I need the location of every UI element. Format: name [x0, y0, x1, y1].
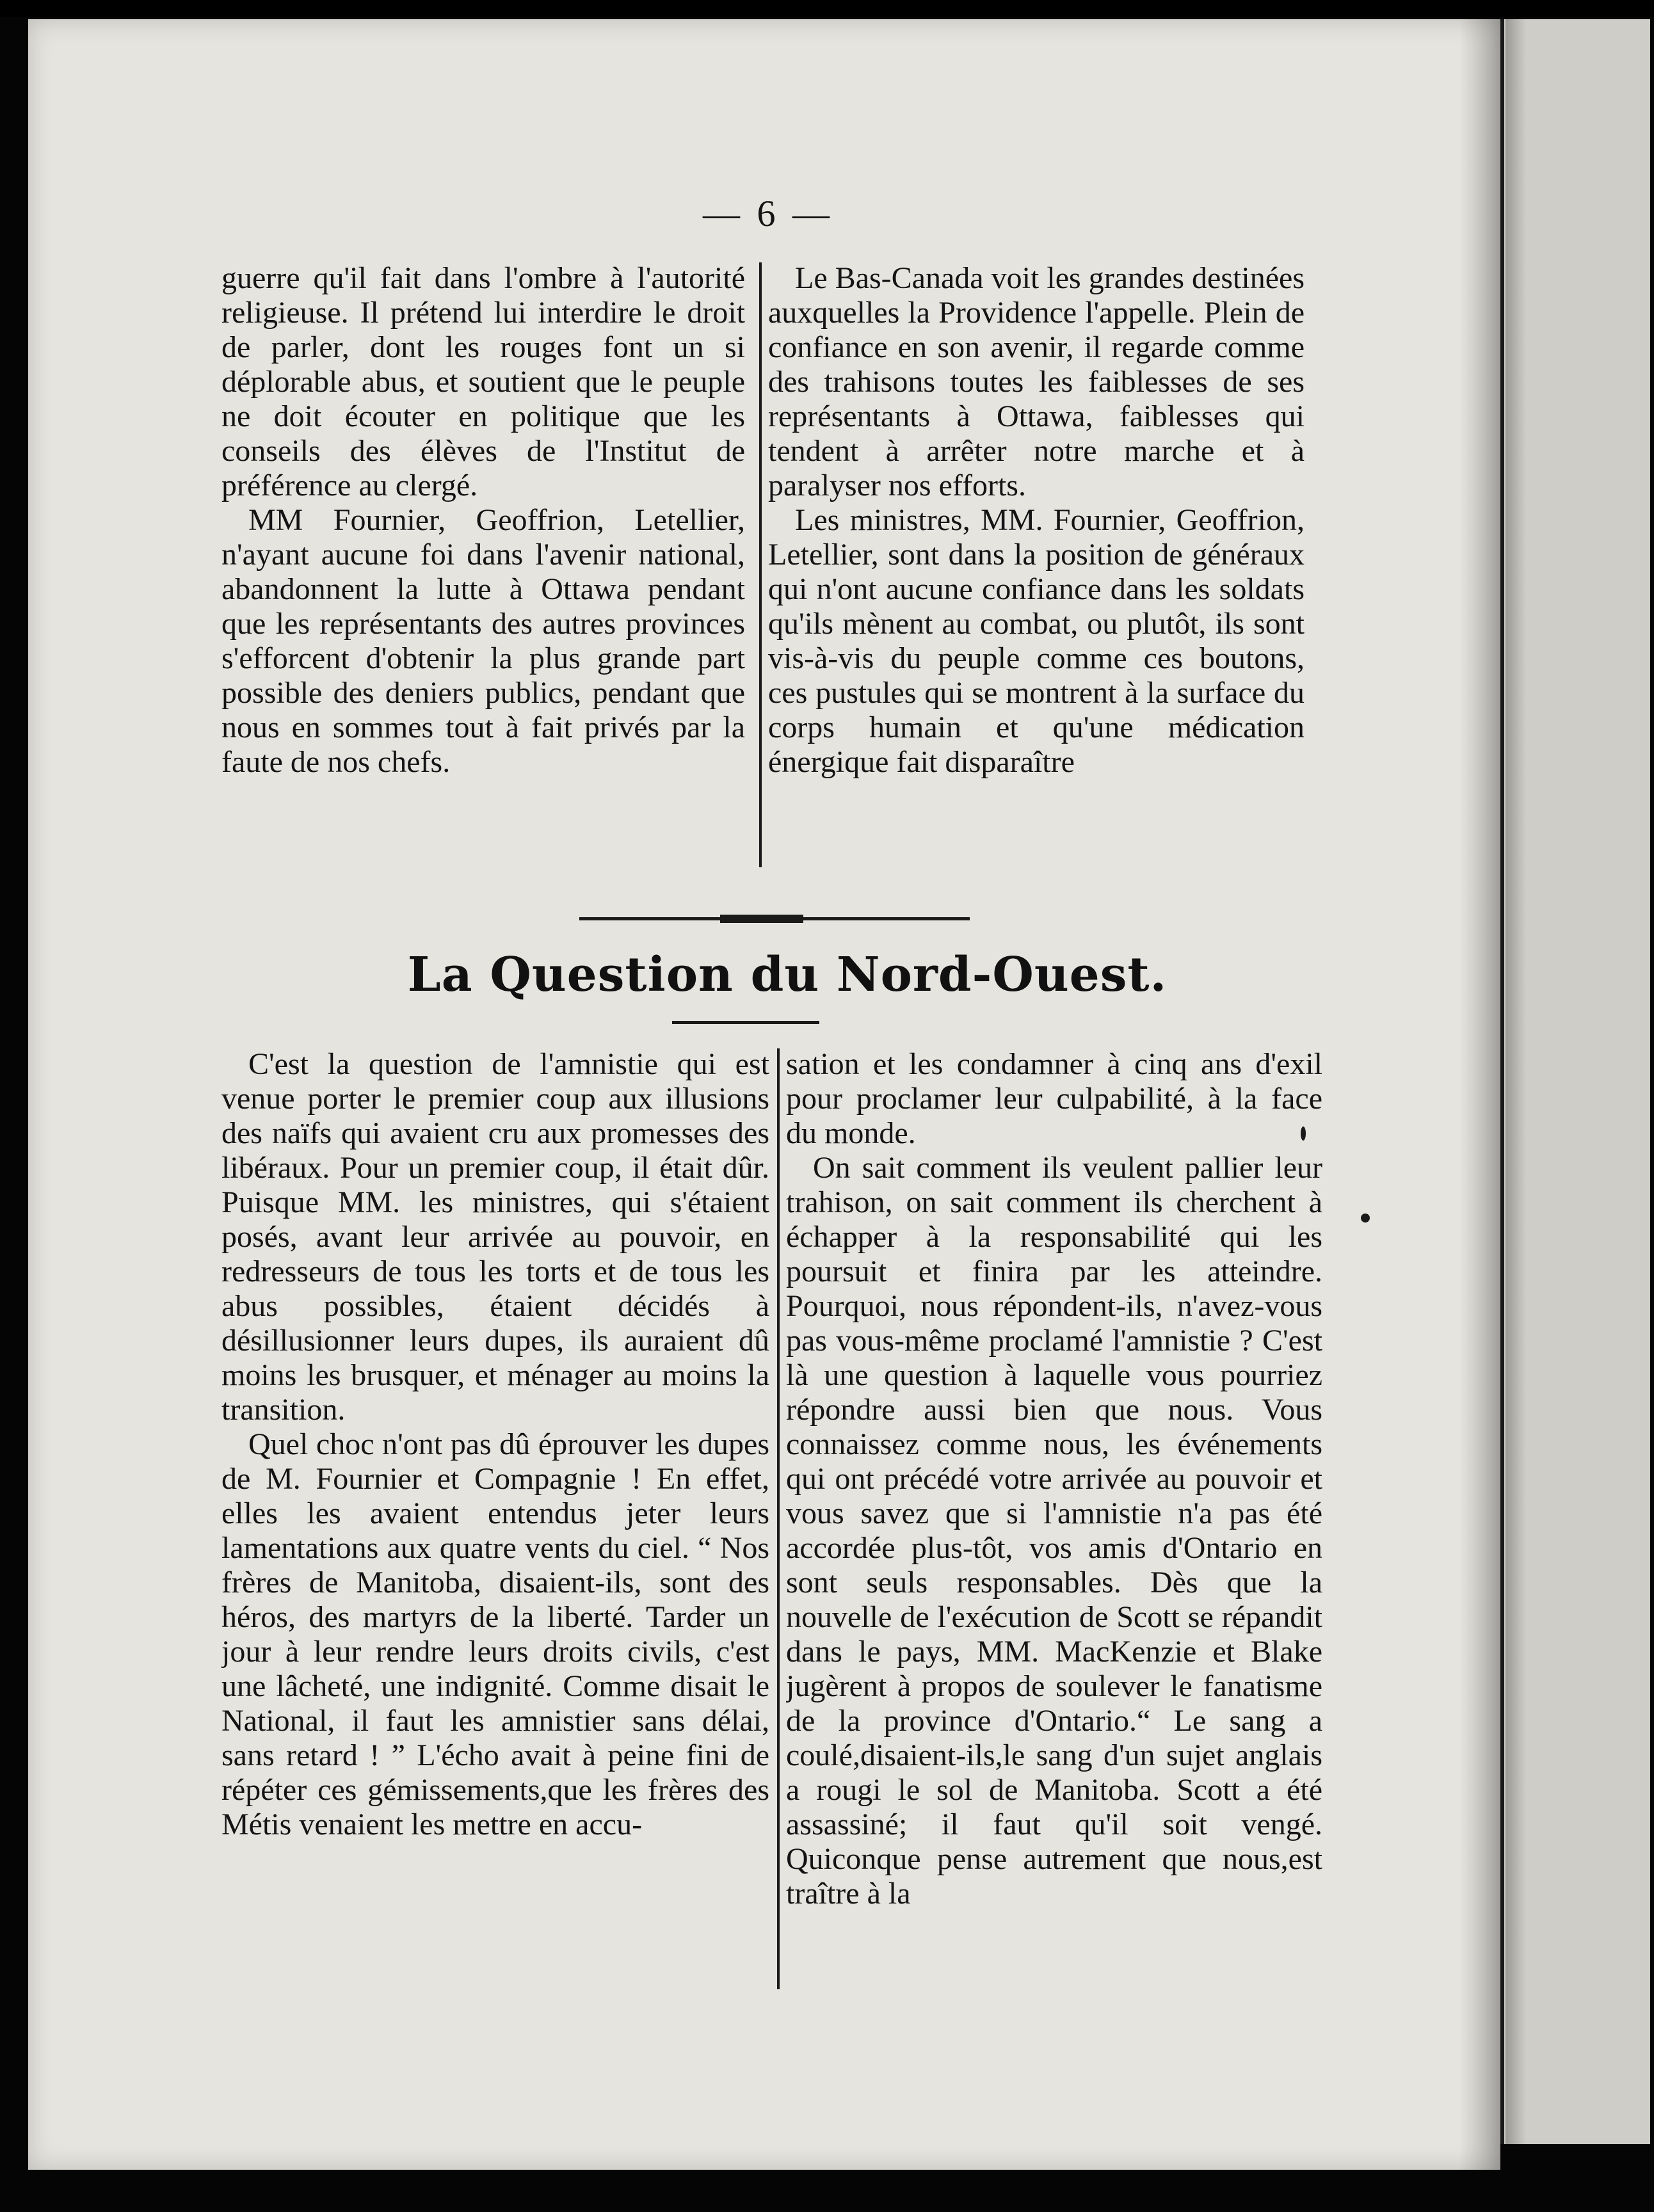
page-number: — 6 —: [703, 193, 833, 234]
paragraph: Le Bas-Canada voit les grandes destinées auxquelles la Providence l'appelle. Plein de confiance en son avenir, il regarde comme des trahisons toutes les faiblesses de ses représentants à Ottawa, faiblesses qui tendent à arrêter notre marche et à paralyser nos efforts.: [768, 261, 1305, 502]
article-right-column: [786, 1047, 1322, 1994]
paragraph: Quel choc n'ont pas dû éprouver les dupes de M. Fournier et Compagnie ! En effet, elles les avaient entendus jeter leurs lamentations aux quatre vents du ciel. “ Nos frères de Manitoba, disaient-ils, sont des héros, des martyrs de la liberté. Tarder un jour à leur rendre leurs droits civils, c'est une lâcheté, une indignité. Comme disait le National, il faut les amnistier sans délai, sans retard ! ” L'écho avait à peine fini de répéter ces gémissements,que les frères des Métis venaient les mettre en accu-: [221, 1427, 769, 1841]
column-divider: [777, 1048, 780, 1989]
ink-speck: [1301, 1126, 1306, 1141]
column-divider: [759, 262, 762, 867]
paragraph: On sait comment ils veulent pallier leur trahison, on sait comment ils cherchent à échapper à la responsabilité qui les poursuit et finira par les atteindre. Pourquoi, nous répondent-ils, n'avez-vous pas vous-même proclamé l'amnistie ? C'est là une question à laquelle vous pourriez répondre aussi bien que nous. Vous connaissez comme nous, les événements qui ont précédé votre arrivée au pouvoir et vous savez que si l'amnistie n'a pas été accordée plus-tôt, vos amis d'Ontario en sont seuls responsables. Dès que la nouvelle de l'exécution de Scott se répandit dans le pays, MM. MacKenzie et Blake jugèrent à propos de soulever le fanatisme de la province d'Ontario.“ Le sang a coulé,disaient-ils,le sang d'un sujet anglais a rougi le sol de Manitoba. Scott a été assassiné; il faut qu'il soit vengé. Quiconque pense autrement que nous,est traître à la: [786, 1151, 1322, 1911]
page-fold-shadow: [1459, 19, 1500, 2170]
paragraph: guerre qu'il fait dans l'ombre à l'autorité religieuse. Il prétend lui interdire le droit de parler, dont les rouges font un si déplorable abus, et soutient que le peuple ne doit écouter en politique que les conseils des élèves de l'Institut de préférence au clergé.: [221, 261, 745, 502]
ink-speck: [1361, 1214, 1370, 1222]
paragraph: Les ministres, MM. Fournier, Geoffrion, Letellier, sont dans la position de généraux qui n'ont aucune confiance dans les soldats qu'ils mènent au combat, ou plutôt, ils sont vis-à-vis du peuple comme ces boutons, ces pustules qui se montrent à la surface du corps humain et qu'une médication énergique fait disparaître: [768, 503, 1305, 779]
paragraph: MM Fournier, Geoffrion, Letellier, n'ayant aucune foi dans l'avenir national, abandonnent la lutte à Ottawa pendant que les représentants des autres provinces s'efforcent d'obtenir la plus grande part possible des deniers publics, pendant que nous en sommes tout à fait privés par la faute de nos chefs.: [221, 503, 745, 779]
paragraph: sation et les condamner à cinq ans d'exil pour proclamer leur culpabilité, à la face du monde.: [786, 1047, 1322, 1150]
article-headline: La Question du Nord-Ouest.: [407, 947, 1168, 1002]
section-rule-ornament: [720, 915, 803, 923]
headline-rule: [672, 1021, 819, 1024]
top-right-column: [768, 261, 1305, 876]
top-left-column: [221, 261, 745, 888]
adjacent-page-gutter: [1505, 19, 1526, 2144]
scan-top-border: [0, 0, 1654, 17]
paragraph: C'est la question de l'amnistie qui est venue porter le premier coup aux illusions des naïfs qui avaient cru aux promesses des libéraux. Pour un premier coup, il était dûr. Puisque MM. les ministres, qui s'étaient posés, avant leur arrivée au pouvoir, en redresseurs de tous les torts et de tous les abus possibles, étaient décidés à désillusionner leurs dupes, ils auraient dû moins les brusquer, et ménager au moins la transition.: [221, 1047, 769, 1427]
article-left-column: [221, 1047, 769, 1994]
